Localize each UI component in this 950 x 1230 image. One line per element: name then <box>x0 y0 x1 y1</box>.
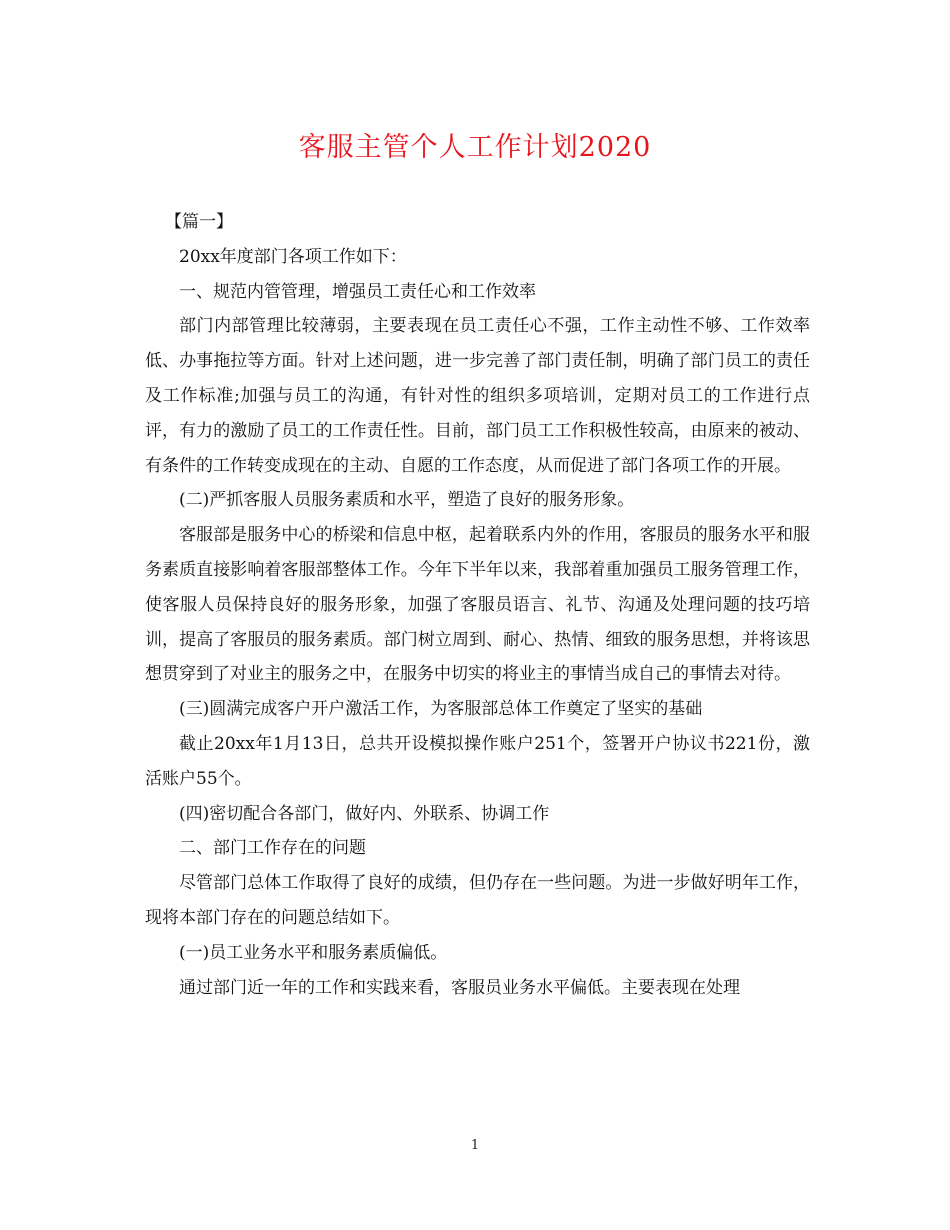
section-heading: (二)严抓客服人员服务素质和水平，塑造了良好的服务形象。 <box>179 490 635 511</box>
section-label: 【篇一】 <box>165 212 233 232</box>
section-heading: 二、部门工作存在的问题 <box>179 838 366 859</box>
paragraph: 通过部门近一年的工作和实践来看，客服员业务水平偏低。主要表现在处理 <box>179 977 740 998</box>
section-heading: 一、规范内管管理，增强员工责任心和工作效率 <box>179 281 536 302</box>
section-heading: (三)圆满完成客户开户激活工作，为客服部总体工作奠定了坚实的基础 <box>179 699 703 720</box>
paragraph: 尽管部门总体工作取得了良好的成绩，但仍存在一些问题。为进一步做好明年工作，现将本部门存在的问题总结如下。 <box>145 873 810 928</box>
paragraph: 客服部是服务中心的桥梁和信息中枢，起着联系内外的作用，客服员的服务水平和服务素质直接影响着客服部整体工作。今年下半年以来，我部着重加强员工服务管理工作，使客服人员保持良好的服务形象，加强了客服员语言、礼节、沟通及处理问题的技巧培训，提高了客服员的服务素质。部门树立周到、耐心、热情、细致的服务思想，并将该思想贯穿到了对业主的服务之中，在服务中切实的将业主的事情当成自己的事情去对待。 <box>145 525 810 685</box>
paragraph: 20xx年度部门各项工作如下： <box>179 246 407 267</box>
document-body <box>145 205 810 1005</box>
page-number: 1 <box>470 1138 480 1153</box>
section-heading: (一)员工业务水平和服务素质偏低。 <box>179 942 448 963</box>
section-heading: (四)密切配合各部门，做好内、外联系、协调工作 <box>179 803 550 824</box>
paragraph: 部门内部管理比较薄弱，主要表现在员工责任心不强，工作主动性不够、工作效率低、办事拖拉等方面。针对上述问题，进一步完善了部门责任制，明确了部门员工的责任及工作标准;加强与员工的沟通，有针对性的组织多项培训，定期对员工的工作进行点评，有力的激励了员工的工作责任性。目前，部门员工工作积极性较高，由原来的被动、有条件的工作转变成现在的主动、自愿的工作态度，从而促进了部门各项工作的开展。 <box>145 316 810 476</box>
paragraph: 截止20xx年1月13日，总共开设模拟操作账户251个，签署开户协议书221份，激活账户55个。 <box>145 733 810 789</box>
document-title: 客服主管个人工作计划2020 <box>298 132 652 163</box>
